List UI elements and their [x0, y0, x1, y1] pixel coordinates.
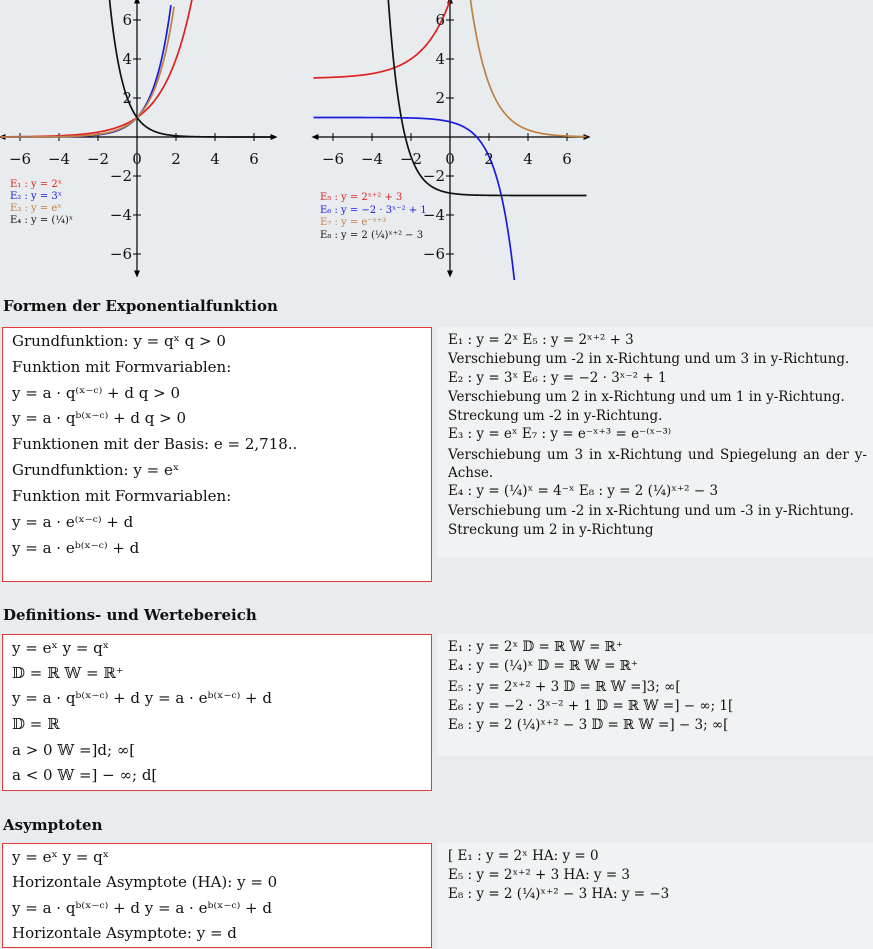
asymptote-line: Horizontale Asymptote (HA): y = 0 — [12, 873, 278, 891]
y-tick-label: 2 — [435, 89, 445, 107]
formen-line: y = a · e⁽ˣ⁻ᶜ⁾ + d — [12, 513, 134, 531]
formen-examples-box — [437, 327, 873, 557]
y-tick-label: 6 — [435, 11, 445, 29]
definition-line: y = a · qᵇ⁽ˣ⁻ᶜ⁾ + d y = a · eᵇ⁽ˣ⁻ᶜ⁾ + d — [12, 689, 272, 707]
x-tick-label: −6 — [8, 150, 32, 168]
curve-e3 — [1, 7, 175, 137]
x-tick-label: −6 — [321, 150, 345, 168]
curve-e1 — [1, 0, 194, 137]
y-tick-label: 4 — [122, 50, 132, 68]
formen-line: Grundfunktion: y = qˣ q > 0 — [12, 332, 226, 350]
graph-left-legend — [10, 179, 73, 227]
legend-e2: E₂ : y = 3ˣ — [10, 191, 63, 202]
legend-e3: E₃ : y = eˣ — [10, 203, 62, 214]
y-axis-arrow — [134, 0, 140, 3]
curve-e4 — [109, 0, 274, 137]
y-tick-label: −6 — [422, 245, 445, 263]
x-tick-label: 2 — [171, 150, 181, 168]
example-line: E₈ : y = 2 (¼)ˣ⁺² − 3 𝔻 = ℝ 𝕎 =] − 3; ∞[ — [448, 717, 729, 733]
definition-line: a < 0 𝕎 =] − ∞; d[ — [12, 766, 158, 784]
formen-line: Funktion mit Formvariablen: — [12, 487, 232, 505]
graph-left-axes — [0, 0, 278, 277]
legend-e5: E₅ : y = 2ˣ⁺² + 3 — [320, 192, 403, 203]
x-tick-label: 4 — [523, 150, 533, 168]
example-line: Verschiebung um -2 in x-Richtung und um -3 in y-Richtung. — [448, 503, 854, 519]
definition-line: 𝔻 = ℝ 𝕎 = ℝ⁺ — [12, 664, 124, 682]
asymptoten-box — [2, 843, 432, 948]
section-title-definitionsbereich: Definitions- und Wertebereich — [3, 606, 257, 624]
example-line: E₁ : y = 2ˣ 𝔻 = ℝ 𝕎 = ℝ⁺ — [448, 639, 624, 655]
example-line: Verschiebung um -2 in x-Richtung und um 3 in y-Richtung. — [448, 351, 850, 367]
x-tick-label: −4 — [47, 150, 71, 168]
definitionsbereich-box — [2, 634, 432, 791]
graph-left — [0, 0, 280, 280]
example-line: E₃ : y = eˣ E₇ : y = e⁻ˣ⁺³ = e⁻⁽ˣ⁻³⁾ — [448, 426, 672, 442]
graph-right-legend — [320, 192, 427, 242]
x-tick-label: 0 — [445, 150, 455, 168]
definition-line: a > 0 𝕎 =]d; ∞[ — [12, 741, 136, 759]
section-title-formen: Formen der Exponentialfunktion — [3, 297, 278, 315]
example-line: E₄ : y = (¼)ˣ 𝔻 = ℝ 𝕎 = ℝ⁺ — [448, 658, 639, 674]
y-tick-label: 2 — [122, 89, 132, 107]
legend-e8: E₈ : y = 2 (¼)ˣ⁺² − 3 — [320, 229, 424, 241]
x-tick-label: 6 — [249, 150, 259, 168]
formen-line: y = a · qᵇ⁽ˣ⁻ᶜ⁾ + d q > 0 — [12, 409, 186, 427]
section-title-asymptoten: Asymptoten — [3, 816, 103, 834]
y-tick-label: −4 — [422, 206, 445, 224]
formen-line: y = a · q⁽ˣ⁻ᶜ⁾ + d q > 0 — [12, 384, 180, 402]
definition-line: 𝔻 = ℝ — [12, 715, 60, 733]
legend-e4: E₄ : y = (¼)ˣ — [10, 215, 74, 226]
x-tick-label: 6 — [562, 150, 572, 168]
x-tick-label: 4 — [210, 150, 220, 168]
y-tick-label: −4 — [109, 206, 132, 224]
formen-line: Funktionen mit der Basis: e = 2,718.. — [12, 435, 298, 453]
example-line: Verschiebung um 2 in x-Richtung und um 1 in y-Richtung. — [448, 389, 845, 405]
example-line: Verschiebung um 3 in x-Richtung und Spiegelung an der y-Achse. — [448, 447, 867, 481]
example-line: Streckung um 2 in y-Richtung — [448, 522, 654, 538]
legend-e6: E₆ : y = −2 · 3ˣ⁻² + 1 — [320, 204, 427, 216]
y-tick-label: −2 — [109, 167, 132, 185]
x-tick-label: −4 — [360, 150, 384, 168]
legend-e7: E₇ : y = e⁻ˣ⁺³ — [320, 217, 387, 228]
example-line: E₁ : y = 2ˣ E₅ : y = 2ˣ⁺² + 3 — [448, 332, 634, 348]
example-line: E₅ : y = 2ˣ⁺² + 3 HA: y = 3 — [448, 867, 631, 883]
y-tick-label: −2 — [422, 167, 445, 185]
example-line: E₆ : y = −2 · 3ˣ⁻² + 1 𝔻 = ℝ 𝕎 =] − ∞; 1[ — [448, 698, 734, 714]
x-tick-label: −2 — [399, 150, 423, 168]
curve-e2 — [1, 5, 171, 137]
formen-line: Grundfunktion: y = eˣ — [12, 461, 180, 479]
asymptote-line: Horizontale Asymptote: y = d — [12, 924, 237, 942]
formen-line: y = a · eᵇ⁽ˣ⁻ᶜ⁾ + d — [12, 539, 140, 557]
formen-definition-box — [2, 327, 432, 582]
y-tick-label: 6 — [122, 11, 132, 29]
x-axis-arrow — [311, 134, 318, 140]
legend-e1: E₁ : y = 2ˣ — [10, 179, 63, 190]
y-axis-arrow — [447, 271, 453, 278]
definitionsbereich-examples-box — [437, 634, 873, 756]
y-axis-arrow — [134, 271, 140, 278]
example-line: E₄ : y = (¼)ˣ = 4⁻ˣ E₈ : y = 2 (¼)ˣ⁺² − 3 — [448, 483, 719, 499]
formen-line: Funktion mit Formvariablen: — [12, 358, 232, 376]
x-tick-label: 0 — [132, 150, 142, 168]
y-tick-label: 4 — [435, 50, 445, 68]
x-tick-label: 2 — [484, 150, 494, 168]
example-line: E₈ : y = 2 (¼)ˣ⁺² − 3 HA: y = −3 — [448, 886, 670, 902]
example-line: Streckung um -2 in y-Richtung. — [448, 408, 663, 424]
curve-e7 — [470, 0, 586, 137]
asymptote-line: y = eˣ y = qˣ — [12, 848, 110, 866]
example-line: E₂ : y = 3ˣ E₆ : y = −2 · 3ˣ⁻² + 1 — [448, 370, 667, 386]
asymptote-line: y = a · qᵇ⁽ˣ⁻ᶜ⁾ + d y = a · eᵇ⁽ˣ⁻ᶜ⁾ + d — [12, 899, 272, 917]
example-line: [ E₁ : y = 2ˣ HA: y = 0 — [448, 848, 599, 864]
x-tick-label: −2 — [86, 150, 110, 168]
y-tick-label: −6 — [109, 245, 132, 263]
example-line: E₅ : y = 2ˣ⁺² + 3 𝔻 = ℝ 𝕎 =]3; ∞[ — [448, 679, 681, 695]
definition-line: y = eˣ y = qˣ — [12, 639, 110, 657]
asymptoten-examples-box — [437, 843, 873, 949]
curve-e5 — [314, 1, 451, 78]
